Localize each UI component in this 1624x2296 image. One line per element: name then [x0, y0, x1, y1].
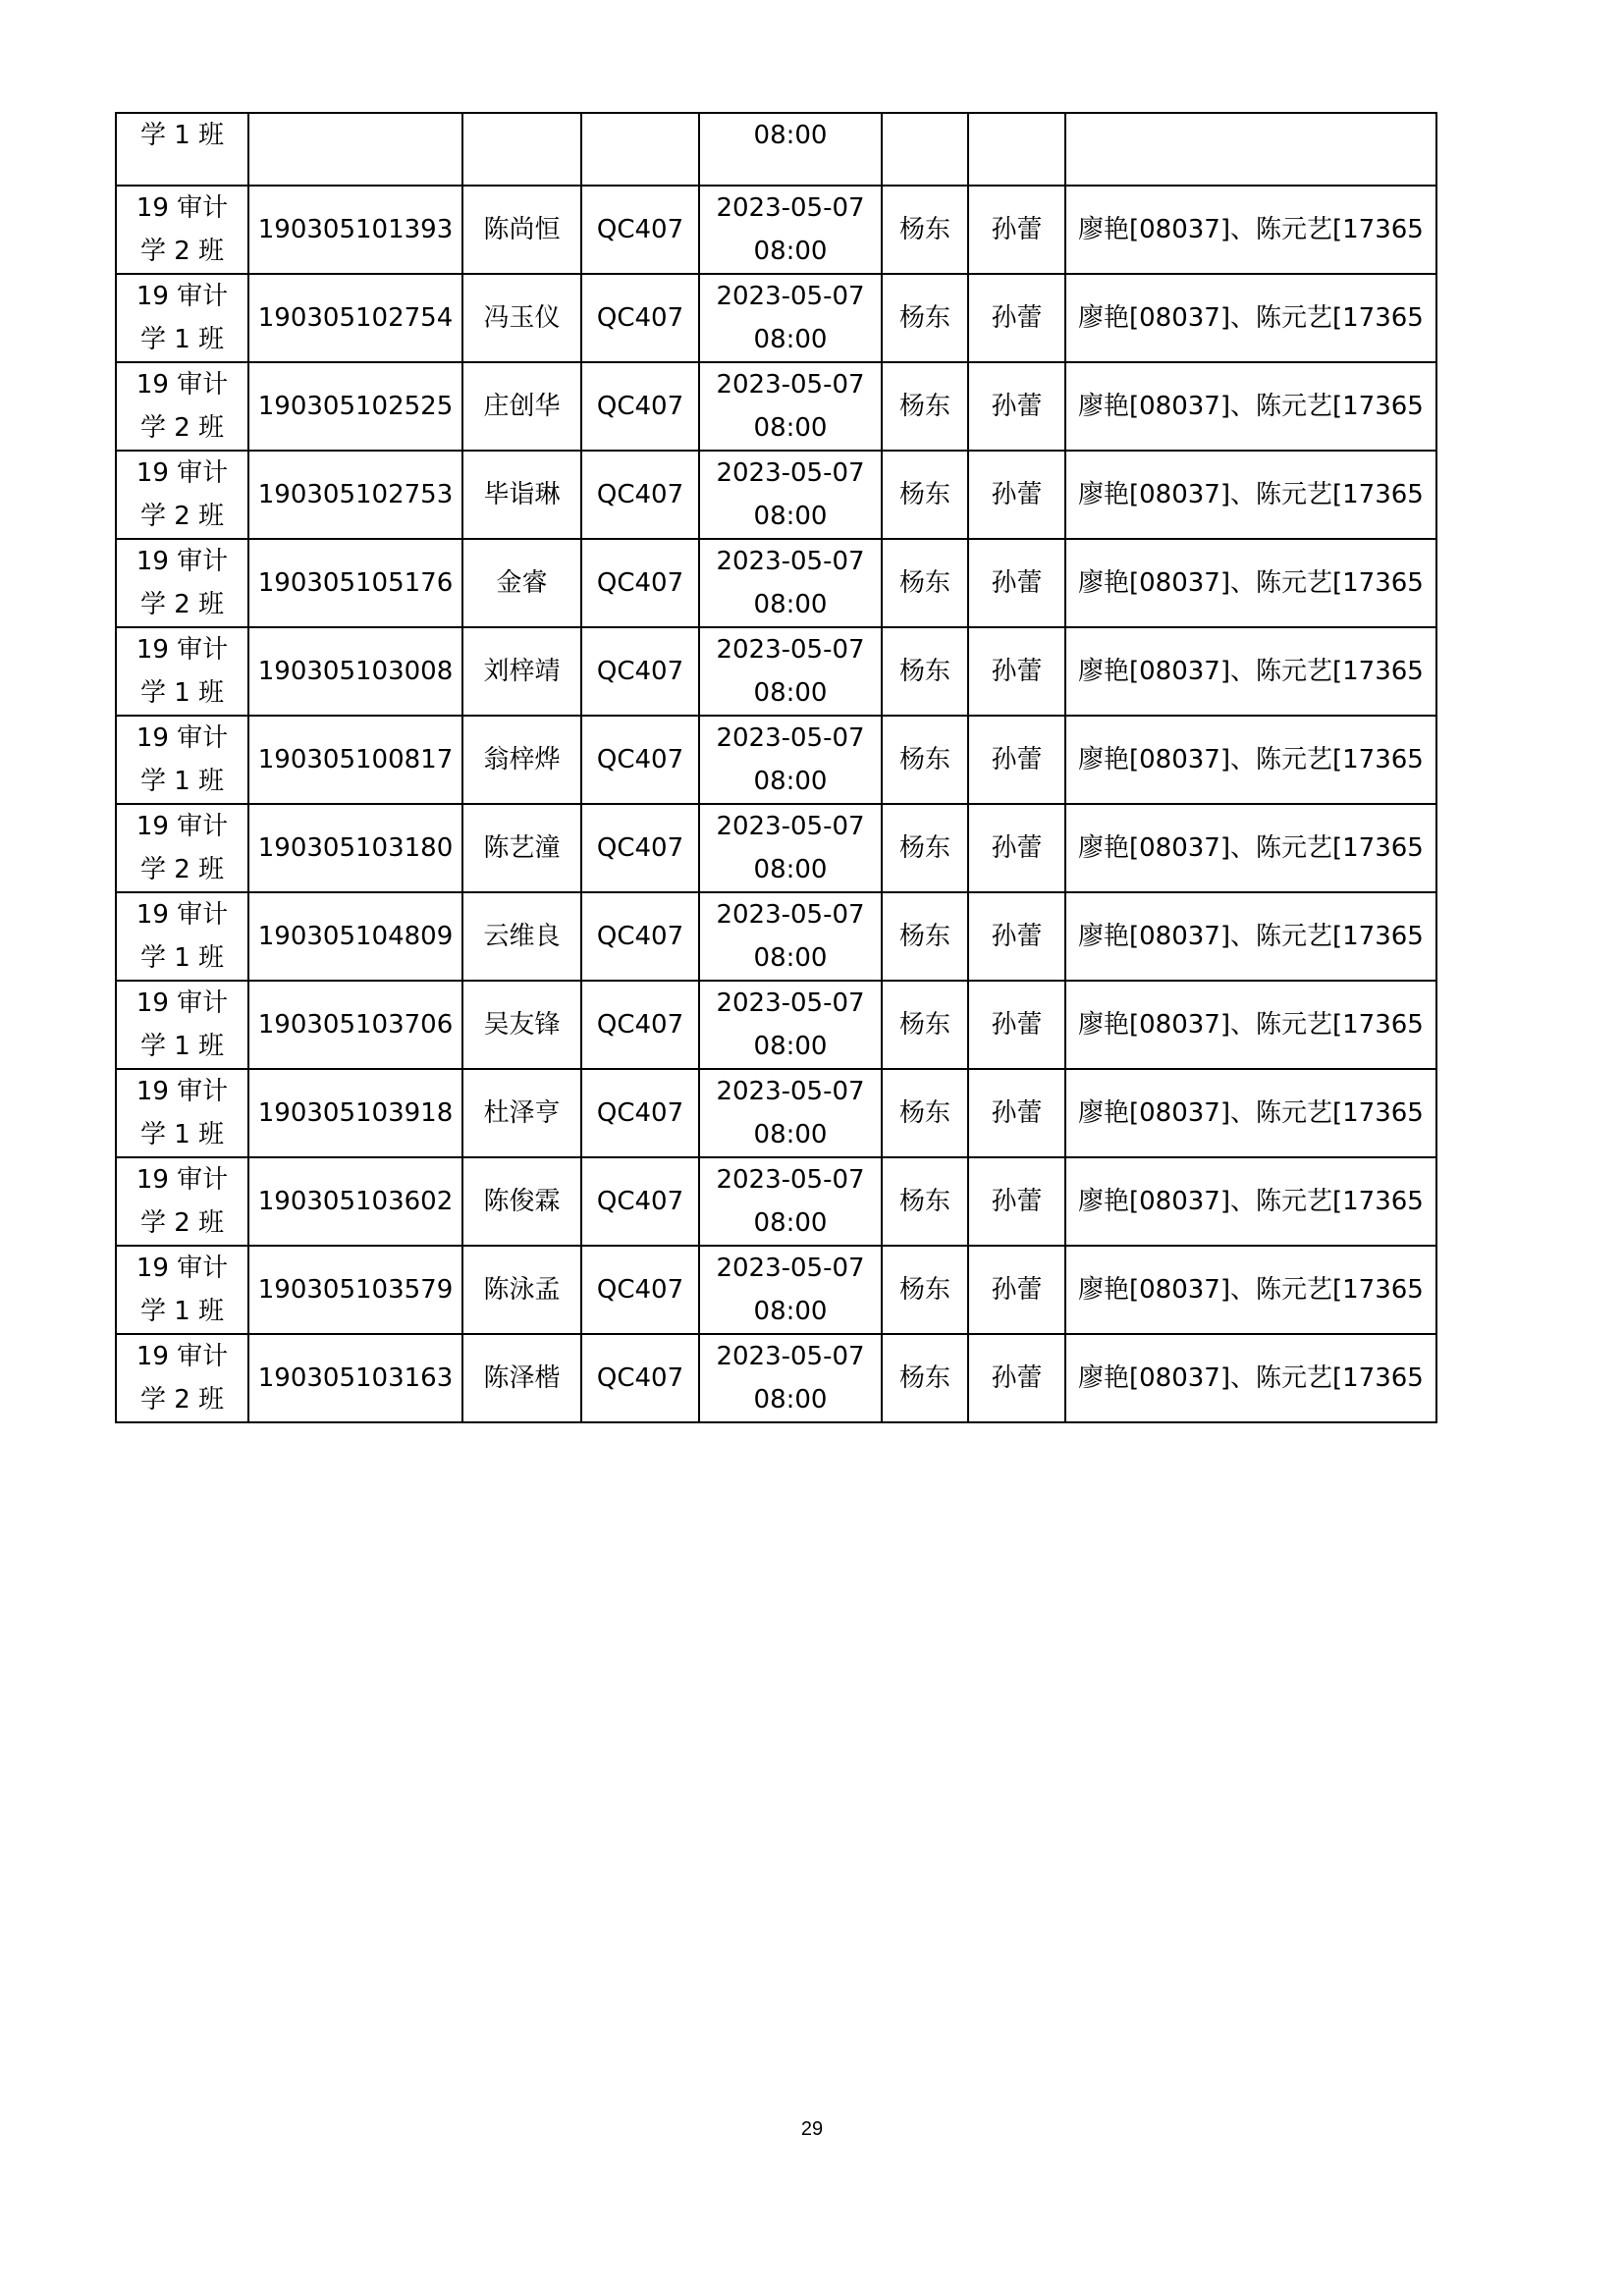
room-cell: QC407: [581, 1334, 699, 1422]
datetime-date: 2023-05-07: [716, 370, 865, 400]
student-id-cell: [248, 113, 462, 186]
datetime-time: 08:00: [753, 767, 828, 796]
class-class-line2: 学 2 班: [139, 237, 225, 266]
invigilator-2-cell: 孙蕾: [968, 1157, 1065, 1246]
invigilator-1-cell: 杨东: [882, 274, 968, 362]
name-cell: 陈艺潼: [462, 804, 581, 892]
student-id-cell: 190305101393: [248, 186, 462, 274]
room-cell: QC407: [581, 716, 699, 804]
table-row-partial: [116, 113, 1436, 186]
invigilators-cell: 廖艳[08037]、陈元艺[17365: [1065, 716, 1436, 804]
table-row: [116, 186, 1436, 274]
room-cell: QC407: [581, 804, 699, 892]
invigilators-cell: 廖艳[08037]、陈元艺[17365: [1065, 981, 1436, 1069]
invigilators-cell: 廖艳[08037]、陈元艺[17365: [1065, 1069, 1436, 1157]
room-cell: QC407: [581, 1157, 699, 1246]
class-class-line1: 19 审计: [135, 723, 229, 753]
exam-schedule-table: [115, 112, 1437, 1423]
name-cell: 陈泳孟: [462, 1246, 581, 1334]
class-cell: [116, 186, 248, 274]
datetime-date: 2023-05-07: [716, 1342, 865, 1371]
name-cell: 金睿: [462, 539, 581, 627]
datetime-date: 2023-05-07: [716, 1077, 865, 1106]
datetime-time: 08:00: [753, 1297, 828, 1326]
class-cell: [116, 627, 248, 716]
invigilators-cell: 廖艳[08037]、陈元艺[17365: [1065, 539, 1436, 627]
datetime-cell: [699, 981, 882, 1069]
class-cell: [116, 362, 248, 451]
class-cell: [116, 113, 248, 186]
name-cell: 云维良: [462, 892, 581, 981]
room-cell: [581, 113, 699, 186]
class-cell: [116, 1069, 248, 1157]
name-cell: 吴友锋: [462, 981, 581, 1069]
name-cell: 陈尚恒: [462, 186, 581, 274]
invigilator-2-cell: 孙蕾: [968, 892, 1065, 981]
invigilator-1-cell: 杨东: [882, 1069, 968, 1157]
class-cell: [116, 716, 248, 804]
name-cell: 刘梓靖: [462, 627, 581, 716]
invigilator-2-cell: 孙蕾: [968, 186, 1065, 274]
datetime-time: 08:00: [753, 1385, 828, 1415]
table-row: [116, 1157, 1436, 1246]
datetime-date: 2023-05-07: [716, 193, 865, 223]
invigilator-1-cell: 杨东: [882, 186, 968, 274]
datetime-time: 08:00: [753, 413, 828, 443]
class-class-line2: 学 1 班: [139, 678, 225, 708]
table-row: [116, 804, 1436, 892]
class-class-line1: 19 审计: [135, 812, 229, 841]
student-id-cell: 190305105176: [248, 539, 462, 627]
class-class-line1: 19 审计: [135, 547, 229, 576]
table-row: [116, 892, 1436, 981]
datetime-time: 08:00: [753, 943, 828, 973]
invigilators-cell: 廖艳[08037]、陈元艺[17365: [1065, 1246, 1436, 1334]
room-cell: QC407: [581, 186, 699, 274]
class-class-line2: 学 2 班: [139, 590, 225, 619]
datetime-cell: [699, 1334, 882, 1422]
invigilator-2-cell: 孙蕾: [968, 716, 1065, 804]
student-id-cell: 190305103602: [248, 1157, 462, 1246]
table-row: [116, 1069, 1436, 1157]
datetime-cell: [699, 716, 882, 804]
class-class-line1: 19 审计: [135, 193, 229, 223]
room-cell: QC407: [581, 451, 699, 539]
class-cell: [116, 1334, 248, 1422]
datetime-date: 2023-05-07: [716, 282, 865, 311]
student-id-cell: 190305103706: [248, 981, 462, 1069]
table-row: [116, 1334, 1436, 1422]
datetime-time: 08:00: [753, 855, 828, 884]
class-cell: [116, 981, 248, 1069]
invigilators-cell: 廖艳[08037]、陈元艺[17365: [1065, 892, 1436, 981]
name-cell: 冯玉仪: [462, 274, 581, 362]
invigilators-cell: 廖艳[08037]、陈元艺[17365: [1065, 1157, 1436, 1246]
class-cell: [116, 274, 248, 362]
invigilators-cell: 廖艳[08037]、陈元艺[17365: [1065, 274, 1436, 362]
class-cell: [116, 804, 248, 892]
invigilators-cell: 廖艳[08037]、陈元艺[17365: [1065, 804, 1436, 892]
datetime-cell: [699, 362, 882, 451]
class-class-line1: 19 审计: [135, 900, 229, 930]
datetime-time: 08:00: [753, 590, 828, 619]
datetime-date: 2023-05-07: [716, 812, 865, 841]
time-text: 08:00: [753, 121, 828, 150]
class-cell: [116, 1157, 248, 1246]
name-cell: 庄创华: [462, 362, 581, 451]
class-cell: [116, 451, 248, 539]
invigilator-1-cell: 杨东: [882, 451, 968, 539]
name-cell: 翁梓烨: [462, 716, 581, 804]
class-class-line1: 19 审计: [135, 1254, 229, 1283]
invigilator-1-cell: [882, 113, 968, 186]
invigilator-2-cell: 孙蕾: [968, 274, 1065, 362]
class-class-line2: 学 1 班: [139, 1120, 225, 1149]
class-cell: [116, 539, 248, 627]
datetime-date: 2023-05-07: [716, 1254, 865, 1283]
datetime-cell: [699, 1157, 882, 1246]
student-id-cell: 190305100817: [248, 716, 462, 804]
class-class-line2: 学 2 班: [139, 502, 225, 531]
datetime-cell: [699, 627, 882, 716]
datetime-cell: [699, 451, 882, 539]
student-id-cell: 190305103579: [248, 1246, 462, 1334]
class-class-line1: 19 审计: [135, 458, 229, 488]
class-class-line2: 学 2 班: [139, 1208, 225, 1238]
class-class-line1: 19 审计: [135, 1165, 229, 1195]
table-body: [116, 113, 1436, 1422]
table-row: [116, 981, 1436, 1069]
class-class-line2: 学 1 班: [139, 1297, 225, 1326]
table-row: [116, 274, 1436, 362]
room-cell: QC407: [581, 362, 699, 451]
invigilator-1-cell: 杨东: [882, 1246, 968, 1334]
table-row: [116, 539, 1436, 627]
datetime-cell: [699, 804, 882, 892]
datetime-date: 2023-05-07: [716, 547, 865, 576]
class-class-line2: 学 2 班: [139, 413, 225, 443]
datetime-date: 2023-05-07: [716, 1165, 865, 1195]
room-cell: QC407: [581, 274, 699, 362]
invigilator-1-cell: 杨东: [882, 1334, 968, 1422]
invigilators-cell: 廖艳[08037]、陈元艺[17365: [1065, 186, 1436, 274]
name-cell: 陈俊霖: [462, 1157, 581, 1246]
invigilator-1-cell: 杨东: [882, 716, 968, 804]
datetime-time: 08:00: [753, 502, 828, 531]
name-cell: 毕诣琳: [462, 451, 581, 539]
class-class-line1: 19 审计: [135, 988, 229, 1018]
table-row: [116, 1246, 1436, 1334]
invigilators-cell: 廖艳[08037]、陈元艺[17365: [1065, 1334, 1436, 1422]
datetime-date: 2023-05-07: [716, 900, 865, 930]
student-id-cell: 190305103163: [248, 1334, 462, 1422]
room-cell: QC407: [581, 627, 699, 716]
room-cell: QC407: [581, 1069, 699, 1157]
name-cell: [462, 113, 581, 186]
name-cell: 杜泽亨: [462, 1069, 581, 1157]
student-id-cell: 190305102754: [248, 274, 462, 362]
datetime-date: 2023-05-07: [716, 635, 865, 665]
student-id-cell: 190305103180: [248, 804, 462, 892]
class-cell: [116, 1246, 248, 1334]
page-number: 29: [800, 2118, 824, 2140]
invigilator-2-cell: 孙蕾: [968, 362, 1065, 451]
invigilator-2-cell: 孙蕾: [968, 539, 1065, 627]
class-class-line1: 19 审计: [135, 282, 229, 311]
class-class-line1: 19 审计: [135, 1342, 229, 1371]
class-class-line2: 学 1 班: [139, 767, 225, 796]
datetime-date: 2023-05-07: [716, 723, 865, 753]
class-class-line2: 学 2 班: [139, 1385, 225, 1415]
room-cell: QC407: [581, 1246, 699, 1334]
class-line-2: 学 1 班: [139, 121, 225, 150]
datetime-cell: [699, 186, 882, 274]
room-cell: QC407: [581, 539, 699, 627]
name-cell: 陈泽楷: [462, 1334, 581, 1422]
invigilator-1-cell: 杨东: [882, 627, 968, 716]
table-row: [116, 716, 1436, 804]
datetime-date: 2023-05-07: [716, 988, 865, 1018]
invigilators-cell: 廖艳[08037]、陈元艺[17365: [1065, 627, 1436, 716]
class-class-line1: 19 审计: [135, 1077, 229, 1106]
invigilator-1-cell: 杨东: [882, 892, 968, 981]
invigilator-2-cell: 孙蕾: [968, 1246, 1065, 1334]
datetime-cell: [699, 1246, 882, 1334]
room-cell: QC407: [581, 892, 699, 981]
datetime-cell: [699, 892, 882, 981]
invigilators-cell: 廖艳[08037]、陈元艺[17365: [1065, 362, 1436, 451]
student-id-cell: 190305104809: [248, 892, 462, 981]
class-class-line2: 学 1 班: [139, 325, 225, 354]
student-id-cell: 190305103918: [248, 1069, 462, 1157]
datetime-date: 2023-05-07: [716, 458, 865, 488]
datetime-time: 08:00: [753, 678, 828, 708]
datetime-time: 08:00: [753, 1032, 828, 1061]
invigilators-cell: [1065, 113, 1436, 186]
student-id-cell: 190305102753: [248, 451, 462, 539]
invigilator-2-cell: [968, 113, 1065, 186]
invigilator-2-cell: 孙蕾: [968, 1334, 1065, 1422]
invigilator-2-cell: 孙蕾: [968, 804, 1065, 892]
class-cell: [116, 892, 248, 981]
table-row: [116, 627, 1436, 716]
invigilators-cell: 廖艳[08037]、陈元艺[17365: [1065, 451, 1436, 539]
invigilator-1-cell: 杨东: [882, 1157, 968, 1246]
datetime-cell: [699, 1069, 882, 1157]
invigilator-2-cell: 孙蕾: [968, 981, 1065, 1069]
datetime-cell: [699, 274, 882, 362]
class-class-line2: 学 2 班: [139, 855, 225, 884]
invigilator-1-cell: 杨东: [882, 539, 968, 627]
student-id-cell: 190305102525: [248, 362, 462, 451]
student-id-cell: 190305103008: [248, 627, 462, 716]
invigilator-2-cell: 孙蕾: [968, 627, 1065, 716]
invigilator-2-cell: 孙蕾: [968, 451, 1065, 539]
class-class-line2: 学 1 班: [139, 1032, 225, 1061]
table-row: [116, 362, 1436, 451]
datetime-time: 08:00: [753, 237, 828, 266]
datetime-time: 08:00: [753, 325, 828, 354]
room-cell: QC407: [581, 981, 699, 1069]
invigilator-2-cell: 孙蕾: [968, 1069, 1065, 1157]
invigilator-1-cell: 杨东: [882, 981, 968, 1069]
table-row: [116, 451, 1436, 539]
invigilator-1-cell: 杨东: [882, 804, 968, 892]
datetime-cell: [699, 539, 882, 627]
datetime-time: 08:00: [753, 1208, 828, 1238]
datetime-cell: [699, 113, 882, 186]
class-class-line2: 学 1 班: [139, 943, 225, 973]
class-class-line1: 19 审计: [135, 370, 229, 400]
class-class-line1: 19 审计: [135, 635, 229, 665]
datetime-time: 08:00: [753, 1120, 828, 1149]
invigilator-1-cell: 杨东: [882, 362, 968, 451]
